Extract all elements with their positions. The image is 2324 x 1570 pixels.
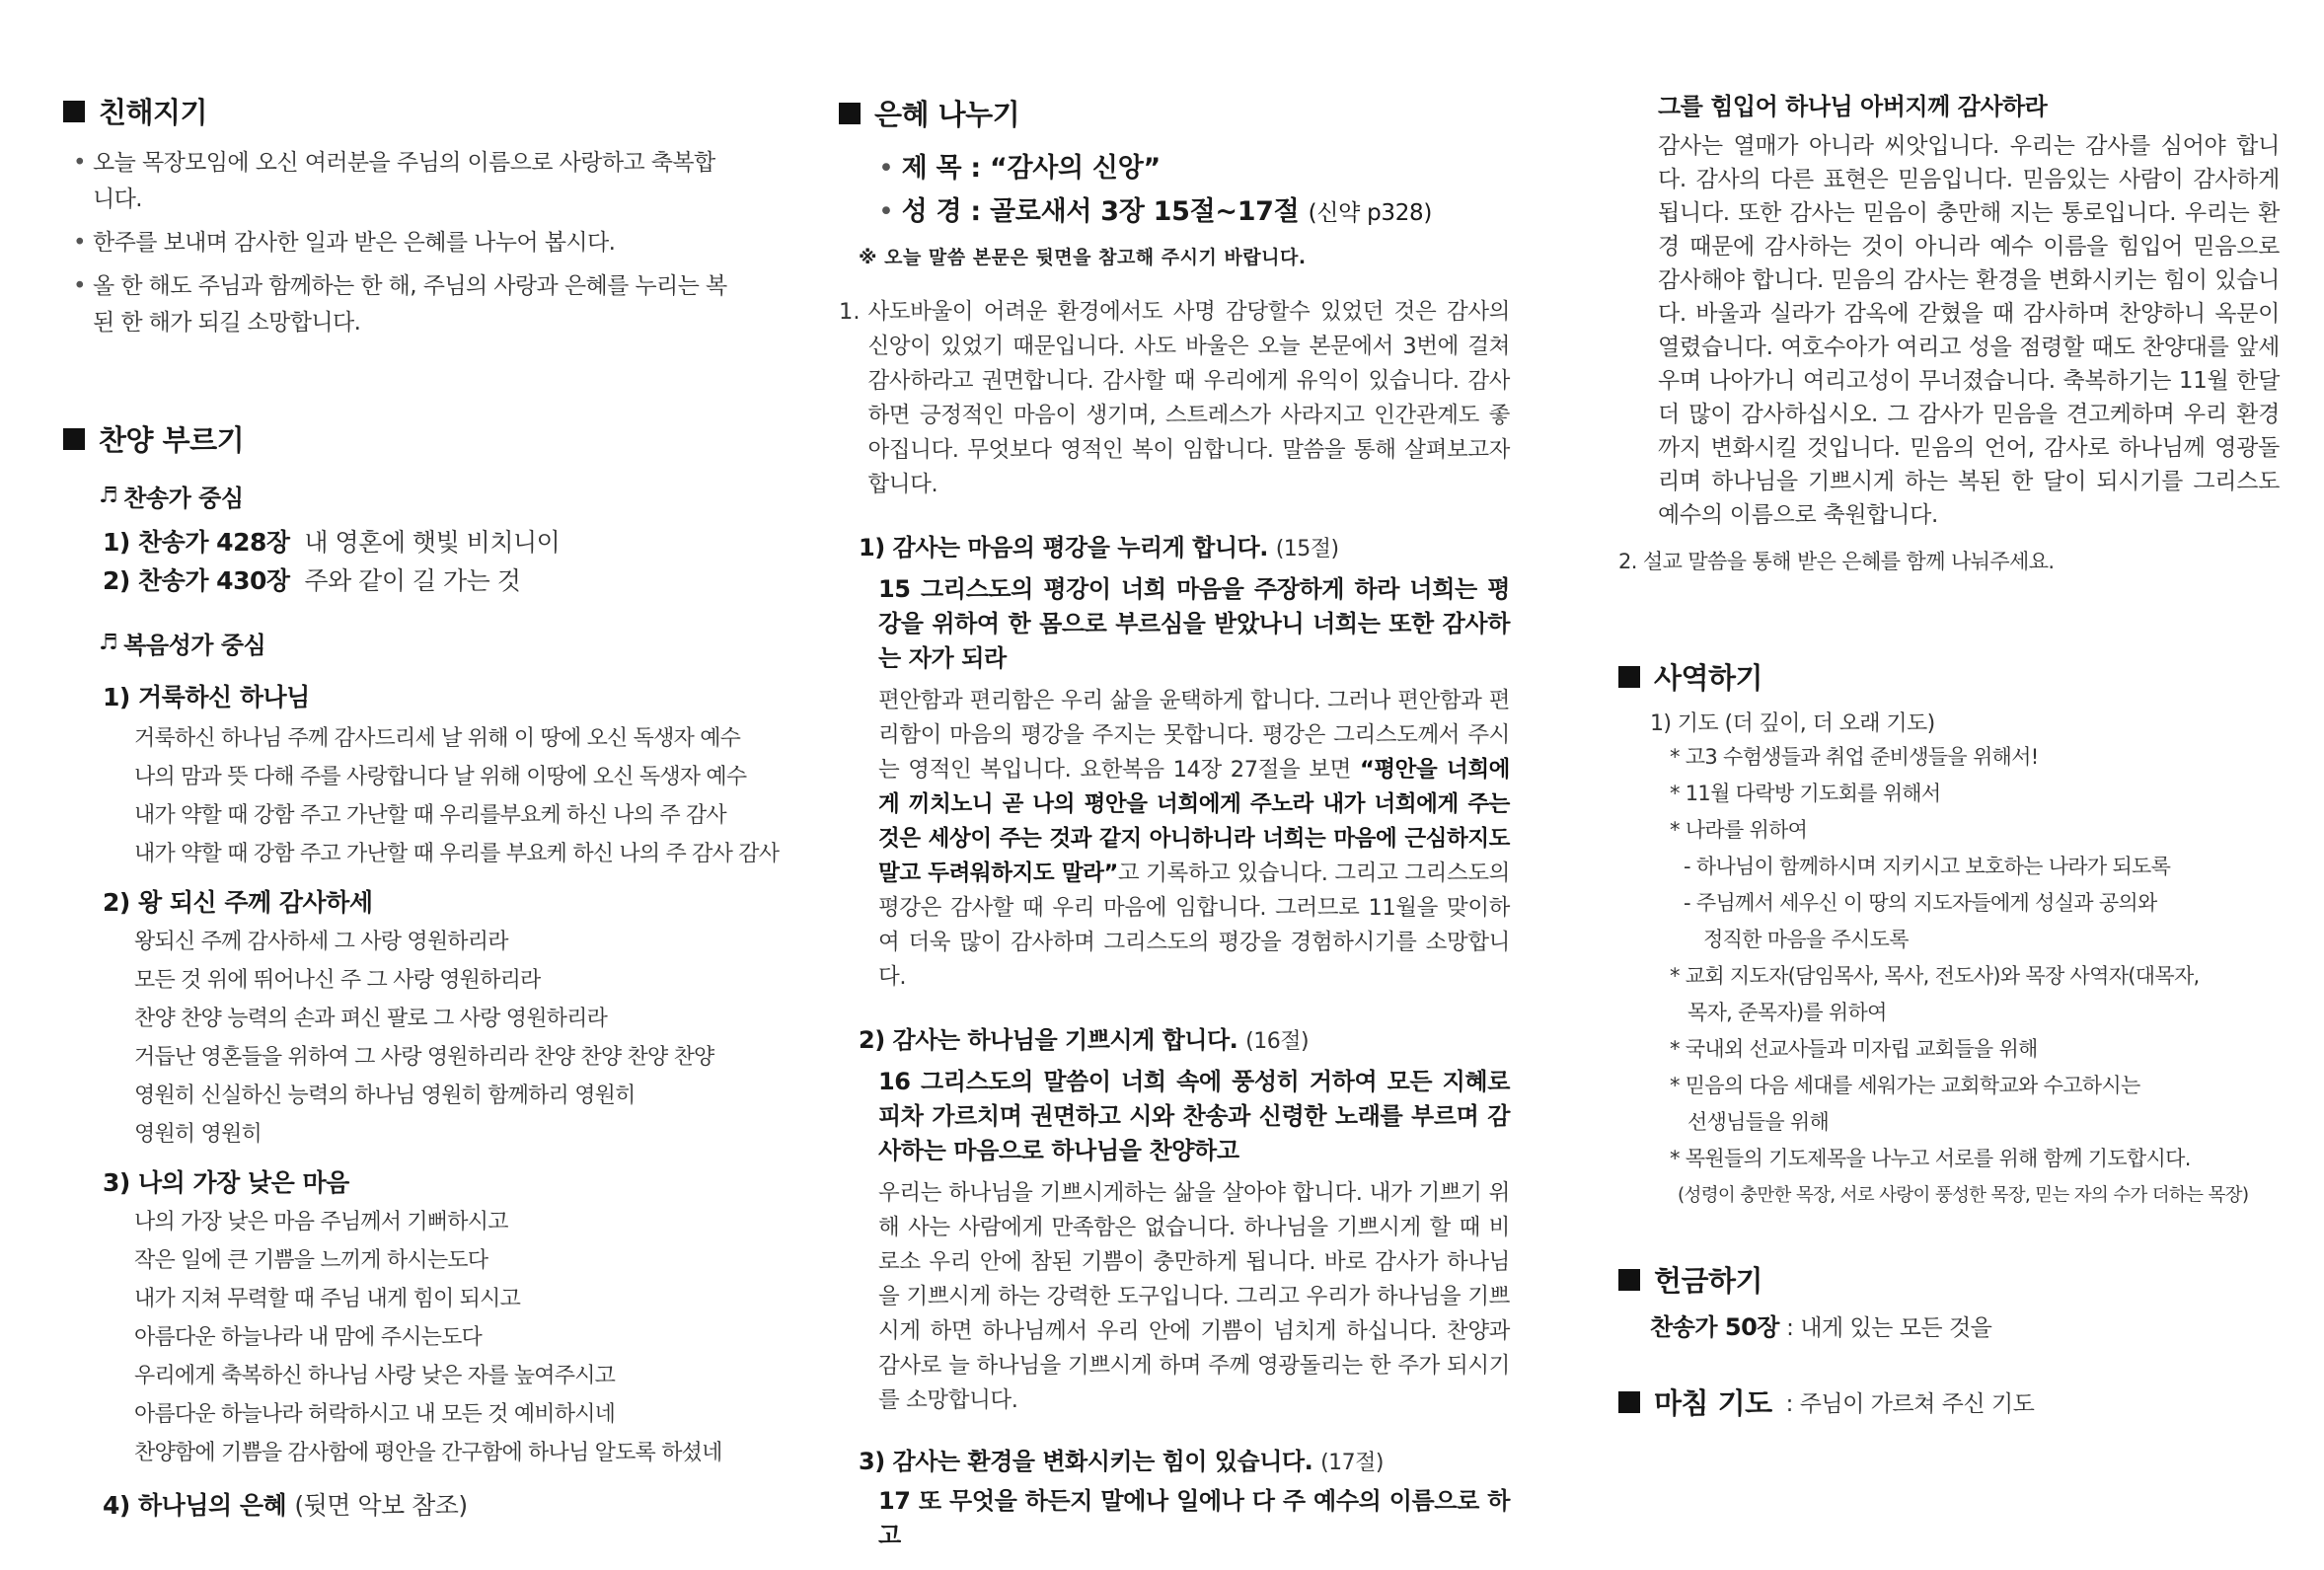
- list-item: * 국내외 선교사들과 미자립 교회들을 위해: [1670, 1037, 2038, 1061]
- hymn-list: [63, 523, 754, 600]
- song-block: [63, 678, 780, 873]
- lyric-line: 아름다운 하늘나라 허락하시고 내 모든 것 예비하시네: [134, 1402, 616, 1427]
- lyric-line: 왕되신 주께 감사하세 그 사랑 영원하리라: [134, 930, 508, 954]
- fellowship-list: [63, 145, 734, 341]
- verse-continuation: 그를 힘입어 하나님 아버지께 감사하라: [1658, 93, 2048, 120]
- square-bullet-icon: [839, 103, 861, 124]
- list-item: * 믿음의 다음 세대를 세워가는 교회학교와 수고하시는: [1670, 1074, 2140, 1097]
- song-title: 4) 하나님의 은혜 (뒷면 악보 참조): [103, 1491, 468, 1520]
- list-item: 선생님들을 위해: [1687, 1110, 1830, 1134]
- gospel-group-heading: ♬ 복음성가 중심: [99, 631, 266, 659]
- square-bullet-icon: [1618, 666, 1640, 688]
- point-title: 1) 감사는 마음의 평강을 누리게 합니다. (15절): [859, 534, 1339, 561]
- list-item: (성령이 충만한 목장, 서로 사랑이 풍성한 목장, 믿는 자의 수가 더하는 목장): [1678, 1185, 2249, 1206]
- lyric-line: 나의 맘과 뜻 다해 주를 사랑합니다 날 위해 이땅에 오신 독생자 예수: [134, 765, 747, 789]
- lyric-line: 거듭난 영혼들을 위하여 그 사랑 영원하리라 찬양 찬양 찬양 찬양: [134, 1045, 714, 1070]
- dot-icon: •: [73, 150, 86, 176]
- list-item: 목자, 준목자)를 위하여: [1687, 1001, 1887, 1024]
- point-body: 편안함과 편리함은 우리 삶을 윤택하게 합니다. 그러나 편안함과 편리함이 마음의 평강을 주지는 못합니다. 평강은 그리스도께서 주시는 영적인 복입니다. 요한복음 14장 27절을 보면 “평안을 너희에게 끼치노니 곧 나의 평안을 너희에게 주노라 내가 너희에게 주는 것은 세상이 주는 것과 같지 아니하니라 너희는 마음에 근심하지도 말고 두려워하지도 말라”고 기록하고 있습니다. 그리고 그리스도의 평강은 감사할 때 우리 마음에 임합니다. 그러므로 11월을 맞이하여 더욱 많이 감사하며 그리스도의 평강을 경험하시기를 소망합니다.: [878, 688, 1510, 990]
- point-title: 2) 감사는 하나님을 기쁘시게 합니다. (16절): [859, 1026, 1310, 1054]
- grace-sharing-heading: 은혜 나누기: [839, 93, 1510, 133]
- song-block: [63, 1163, 754, 1472]
- lyric-line: 찬양함에 기쁨을 감사함에 평안을 간구함에 하나님 알도록 하셨네: [134, 1441, 722, 1465]
- verse-text: 17 또 무엇을 하든지 말에나 일에나 다 주 예수의 이름으로 하고: [878, 1487, 1510, 1549]
- praise-heading: 찬양 부르기: [63, 418, 754, 459]
- list-item: - 하나님이 함께하시며 지키시고 보호하는 나라가 되도록: [1684, 855, 2171, 878]
- lyric-line: 내가 지쳐 무력할 때 주님 내게 힘이 되시고: [134, 1287, 521, 1311]
- list-item: * 고3 수험생들과 취업 준비생들을 위해서!: [1670, 745, 2039, 769]
- lyric-line: 영원히 영원히: [134, 1122, 262, 1147]
- right-column: [1618, 0, 2280, 1422]
- lyrics: [103, 1203, 754, 1472]
- point-title: 3) 감사는 환경을 변화시키는 힘이 있습니다. (17절): [859, 1448, 1384, 1475]
- list-item: * 나라를 위하여: [1670, 818, 1808, 842]
- offering-hymn: 찬송가 50장 : 내게 있는 모든 것을: [1650, 1313, 1992, 1341]
- lyrics: [103, 719, 780, 873]
- share-prompt: 2. 설교 말씀을 통해 받은 은혜를 함께 나눠주세요.: [1618, 550, 2055, 573]
- list-item: * 11월 다락방 기도회를 위해서: [1670, 782, 1941, 805]
- offering-heading: 헌금하기: [1618, 1259, 2280, 1300]
- list-item: • 한주를 보내며 감사한 일과 받은 은혜를 나누어 봅시다.: [63, 225, 734, 262]
- left-column: [63, 0, 780, 1522]
- square-bullet-icon: [1618, 1391, 1640, 1413]
- list-item: * 목원들의 기도제목을 나누고 서로를 위해 함께 기도합시다.: [1670, 1147, 2191, 1170]
- sermon-subject: • 제 목 : “감사의 신앙”: [878, 153, 1161, 184]
- lyric-line: 모든 것 위에 뛰어나신 주 그 사랑 영원하리라: [134, 968, 541, 993]
- lyric-line: 거룩하신 하나님 주께 감사드리세 날 위해 이 땅에 오신 독생자 예수: [134, 726, 741, 751]
- lyric-line: 내가 약할 때 강함 주고 가난할 때 우리를 부요케 하신 나의 주 감사 감사: [134, 842, 780, 866]
- song-block: [63, 883, 754, 1154]
- prayer-list: [1618, 739, 2280, 1214]
- verse-text: 15 그리스도의 평강이 너희 마음을 주장하게 하라 너희는 평강을 위하여 한 몸으로 부르심을 받았나니 너희는 또한 감사하는 자가 되라: [878, 575, 1510, 672]
- song-title: 2) 왕 되신 주께 감사하세: [103, 888, 373, 917]
- lyric-line: 작은 일에 큰 기쁨을 느끼게 하시는도다: [134, 1248, 488, 1273]
- list-item: * 교회 지도자(담임목사, 목사, 전도사)와 목장 사역자(대목자,: [1670, 964, 2200, 988]
- middle-column: [839, 0, 1510, 1553]
- song-title: 1) 거룩하신 하나님: [103, 683, 310, 711]
- closing-prayer-heading: 마침 기도 : 주님이 가르쳐 주신 기도: [1618, 1382, 2280, 1422]
- list-item: • 올 한 해도 주님과 함께하는 한 해, 주님의 사랑과 은혜를 누리는 복된 한 해가 되길 소망합니다.: [63, 268, 734, 341]
- dot-icon: •: [73, 230, 86, 256]
- lyric-line: 찬양 찬양 능력의 손과 펴신 팔로 그 사랑 영원하리라: [134, 1007, 608, 1031]
- music-note-icon: ♬: [99, 631, 118, 655]
- ministry-heading: 사역하기: [1618, 656, 2280, 697]
- lyric-line: 우리에게 축복하신 하나님 사랑 낮은 자를 높여주시고: [134, 1364, 616, 1388]
- point-body: 감사는 열매가 아니라 씨앗입니다. 우리는 감사를 심어야 합니다. 감사의 다른 표현은 믿음입니다. 믿음있는 사람이 감사하게 됩니다. 또한 감사는 믿음이 충만해 지는 통로입니다. 우리는 환경 때문에 감사하는 것이 아니라 예수 이름을 힘입어 믿음으로 감사해야 합니다. 믿음의 감사는 환경을 변화시키는 힘이 있습니다. 바울과 실라가 감옥에 갇혔을 때 감사하며 찬양하니 옥문이 열렸습니다. 여호수아가 여리고 성을 점령할 때도 찬양대를 앞세우며 나아가니 여리고성이 무너졌습니다. 축복하기는 11월 한달 더 많이 감사하십시오. 그 감사가 믿음을 견고케하며 우리 환경까지 변화시킬 것입니다. 믿음의 언어, 감사로 하나님께 영광돌리며 하나님을 기쁘시게 하는 복된 한 달이 되시기를 그리스도 예수의 이름으로 축원합니다.: [1658, 133, 2280, 528]
- verse-text: 16 그리스도의 말씀이 너희 속에 풍성히 거하여 모든 지혜로 피차 가르치며 권면하고 시와 찬송과 신령한 노래를 부르며 감사하는 마음으로 하나님을 찬양하고: [878, 1068, 1510, 1164]
- hymn-group-heading: ♬ 찬송가 중심: [99, 484, 244, 512]
- list-item: • 오늘 목장모임에 오신 여러분을 주님의 이름으로 사랑하고 축복합니다.: [63, 145, 734, 218]
- sermon-scripture: • 성 경 : 골로새서 3장 15절~17절 (신약 p328): [878, 196, 1433, 227]
- lyrics: [103, 923, 754, 1154]
- lyric-line: 내가 약할 때 강함 주고 가난할 때 우리를부요케 하신 나의 주 감사: [134, 803, 726, 828]
- dot-icon: •: [878, 196, 894, 227]
- hymn-item: 1) 찬송가 428장 내 영혼에 햇빛 비치니이: [103, 528, 561, 557]
- prayer-heading: 1) 기도 (더 깊이, 더 오래 기도): [1650, 711, 1935, 736]
- lyric-line: 아름다운 하늘나라 내 맘에 주시는도다: [134, 1325, 483, 1350]
- lyric-line: 나의 가장 낮은 마음 주님께서 기뻐하시고: [134, 1210, 508, 1234]
- lyric-line: 영원히 신실하신 능력의 하나님 영원히 함께하리 영원히: [134, 1084, 636, 1108]
- list-item: 정직한 마음을 주시도록: [1703, 928, 1909, 951]
- music-note-icon: ♬: [99, 484, 118, 508]
- song-title: 3) 나의 가장 낮은 마음: [103, 1168, 349, 1197]
- square-bullet-icon: [63, 428, 85, 450]
- dot-icon: •: [878, 153, 894, 184]
- notice: ※ 오늘 말씀 본문은 뒷면을 참고해 주시기 바랍니다.: [859, 247, 1307, 268]
- point-body: 우리는 하나님을 기쁘시게하는 삶을 살아야 합니다. 내가 기쁘기 위해 사는 사람에게 만족함은 없습니다. 하나님을 기쁘시게 할 때 비로소 우리 안에 참된 기쁨이 충만하게 됩니다. 바로 감사가 하나님을 기쁘시게 하는 강력한 도구입니다. 그리고 우리가 하나님을 기쁘시게 하면 하나님께서 우리 안에 기쁨이 넘치게 하십니다. 찬양과 감사로 늘 하나님을 기쁘시게 하며 주께 영광돌리는 한 주가 되시기를 소망합니다.: [878, 1180, 1510, 1413]
- song-block: [63, 1486, 754, 1522]
- hymn-item: 2) 찬송가 430장 주와 같이 길 가는 것: [103, 566, 521, 595]
- dot-icon: •: [73, 273, 86, 299]
- square-bullet-icon: [1618, 1269, 1640, 1291]
- intro-paragraph: 1. 사도바울이 어려운 환경에서도 사명 감당할수 있었던 것은 감사의 신앙이 있었기 때문입니다. 사도 바울은 오늘 본문에서 3번에 걸쳐 감사하라고 권면합니다. 감사할 때 우리에게 유익이 있습니다. 감사하면 긍정적인 마음이 생기며, 스트레스가 사라지고 인간관계도 좋아집니다. 무엇보다 영적인 복이 임합니다. 말씀을 통해 살펴보고자 합니다.: [839, 299, 1510, 497]
- sermon-meta: [839, 147, 1510, 235]
- square-bullet-icon: [63, 101, 85, 122]
- fellowship-heading: 친해지기: [63, 91, 754, 131]
- list-item: - 주님께서 세우신 이 땅의 지도자들에게 성실과 공의와: [1684, 891, 2157, 915]
